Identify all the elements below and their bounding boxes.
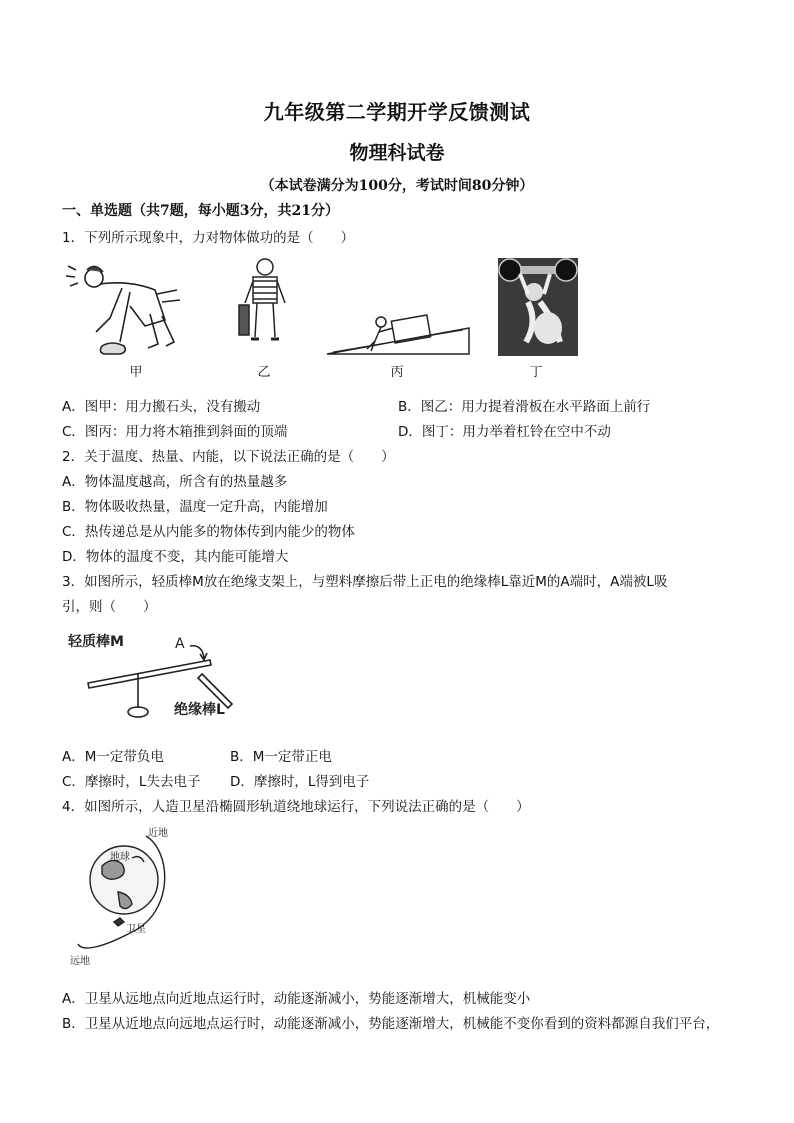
question-3-option-c[interactable]: C．摩擦时，L失去电子 (62, 774, 201, 790)
exam-subject: 物理科试卷 (349, 142, 445, 164)
figure-satellite-orbit (62, 822, 182, 972)
section-heading: 一、单选题（共7题，每小题3分，共21分） (62, 203, 339, 219)
figure-bing-box-incline (323, 300, 473, 360)
question-4-option-b[interactable]: B．卫星从近地点向远地点运行时，动能逐渐减小，势能逐渐增大，机械能不变你看到的资料都源自我们平台， (62, 1016, 720, 1032)
question-2-stem: 2．关于温度、热量、内能，以下说法正确的是（ ） (62, 449, 395, 465)
figure-caption-yi: 乙 (257, 365, 271, 380)
question-1-option-a[interactable]: A．图甲：用力搬石头，没有搬动 (62, 399, 261, 415)
figure-label-rod-m: 轻质棒M (68, 634, 124, 650)
question-4-stem: 4．如图所示，人造卫星沿椭圆形轨道绕地球运行，下列说法正确的是（ ） (62, 799, 530, 815)
exam-note: （本试卷满分为100分，考试时间80分钟） (260, 178, 534, 194)
figure-caption-bing: 丙 (390, 365, 404, 380)
question-1-option-b[interactable]: B．图乙：用力提着滑板在水平路面上前行 (398, 399, 651, 415)
figure-rod-diagram (62, 628, 262, 728)
question-3-option-b[interactable]: B．M一定带正电 (230, 749, 332, 765)
question-3-stem-line1: 3．如图所示，轻质棒M放在绝缘支架上，与塑料摩擦后带上正电的绝缘棒L靠近M的A端时，A端被L吸 (62, 574, 668, 590)
question-3-option-a[interactable]: A．M一定带负电 (62, 749, 164, 765)
figure-caption-ding: 丁 (529, 365, 543, 380)
question-1-stem: 1．下列所示现象中，力对物体做功的是（ ） (62, 230, 355, 246)
figure-label-apogee: 远地 (70, 956, 90, 967)
figure-label-perigee: 近地 (148, 828, 168, 839)
question-3-option-d[interactable]: D．摩擦时，L得到电子 (230, 774, 370, 790)
figure-jia-lifting-rock (62, 258, 187, 358)
question-1-option-c[interactable]: C．图丙：用力将木箱推到斜面的顶端 (62, 424, 288, 440)
figure-ding-weightlifter (498, 258, 578, 356)
figure-label-rod-l: 绝缘棒L (174, 702, 225, 718)
question-4-option-a[interactable]: A．卫星从远地点向近地点运行时，动能逐渐减小，势能逐渐增大，机械能变小 (62, 991, 531, 1007)
figure-label-a: A (175, 636, 185, 652)
question-2-option-d[interactable]: D．物体的温度不变，其内能可能增大 (62, 549, 289, 565)
question-3-stem-line2: 引，则（ ） (62, 599, 157, 615)
figure-label-satellite: 卫星 (126, 924, 146, 935)
figure-caption-jia: 甲 (129, 365, 143, 380)
exam-title: 九年级第二学期开学反馈测试 (263, 100, 531, 124)
figure-yi-carrying-skateboard (235, 255, 295, 355)
question-2-option-c[interactable]: C．热传递总是从内能多的物体传到内能少的物体 (62, 524, 355, 540)
question-2-option-b[interactable]: B．物体吸收热量，温度一定升高，内能增加 (62, 499, 328, 515)
question-2-option-a[interactable]: A．物体温度越高，所含有的热量越多 (62, 474, 288, 490)
question-1-option-d[interactable]: D．图丁：用力举着杠铃在空中不动 (398, 424, 611, 440)
figure-label-earth: 地球 (110, 852, 130, 863)
